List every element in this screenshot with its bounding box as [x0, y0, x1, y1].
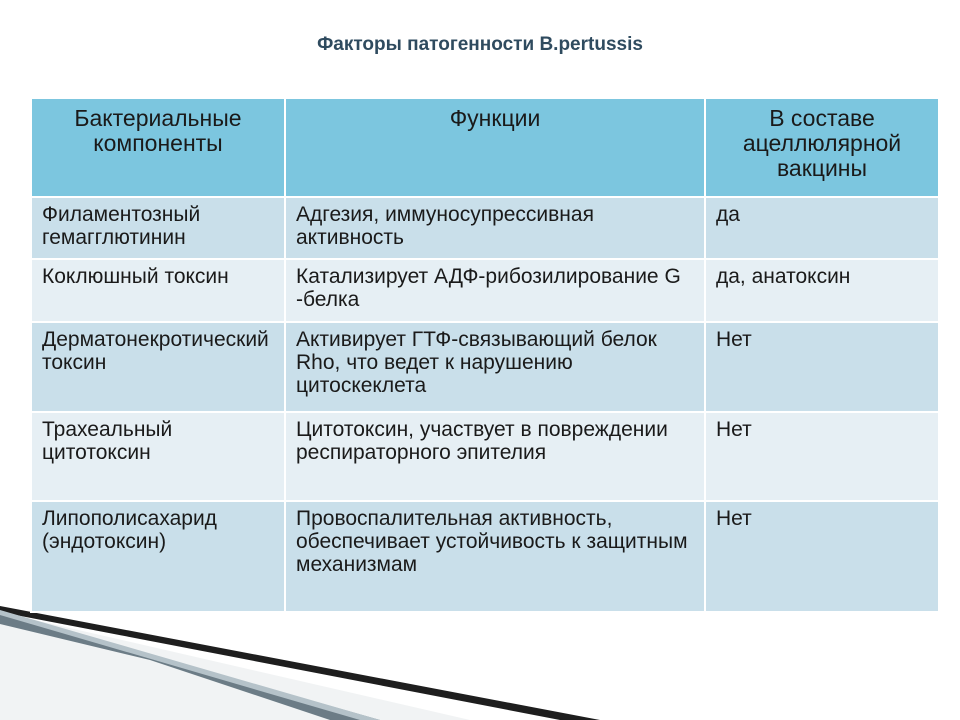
cell-vaccine: да	[705, 197, 939, 259]
cell-vaccine: да, анатоксин	[705, 259, 939, 322]
header-components: Бактериальные компоненты	[31, 98, 285, 197]
cell-vaccine: Нет	[705, 501, 939, 612]
cell-vaccine: Нет	[705, 412, 939, 501]
header-vaccine: В составе ацеллюлярной вакцины	[705, 98, 939, 197]
pathogenicity-factors-table	[30, 97, 940, 613]
cell-component: Трахеальный цитотоксин	[31, 412, 285, 501]
table-row	[31, 197, 939, 259]
cell-function: Катализирует АДФ-рибозилирование G -белка	[285, 259, 705, 322]
cell-component: Дерматонекротический токсин	[31, 322, 285, 412]
table-row	[31, 259, 939, 322]
slide-title: Факторы патогенности B.pertussis	[317, 34, 643, 55]
cell-function: Адгезия, иммуносупрессивная активность	[285, 197, 705, 259]
cell-function: Активирует ГТФ-связывающий белок Rho, что ведет к нарушению цитоскеклета	[285, 322, 705, 412]
cell-component: Филаментозный гемагглютинин	[31, 197, 285, 259]
cell-vaccine: Нет	[705, 322, 939, 412]
cell-function: Провоспалительная активность, обеспечивает устойчивость к защитным механизмам	[285, 501, 705, 612]
cell-component: Липополисахарид (эндотоксин)	[31, 501, 285, 612]
table-header-row	[31, 98, 939, 197]
cell-function: Цитотоксин, участвует в повреждении респираторного эпителия	[285, 412, 705, 501]
table-row	[31, 501, 939, 612]
table-row	[31, 412, 939, 501]
cell-component: Коклюшный токсин	[31, 259, 285, 322]
header-functions: Функции	[285, 98, 705, 197]
table-row	[31, 322, 939, 412]
